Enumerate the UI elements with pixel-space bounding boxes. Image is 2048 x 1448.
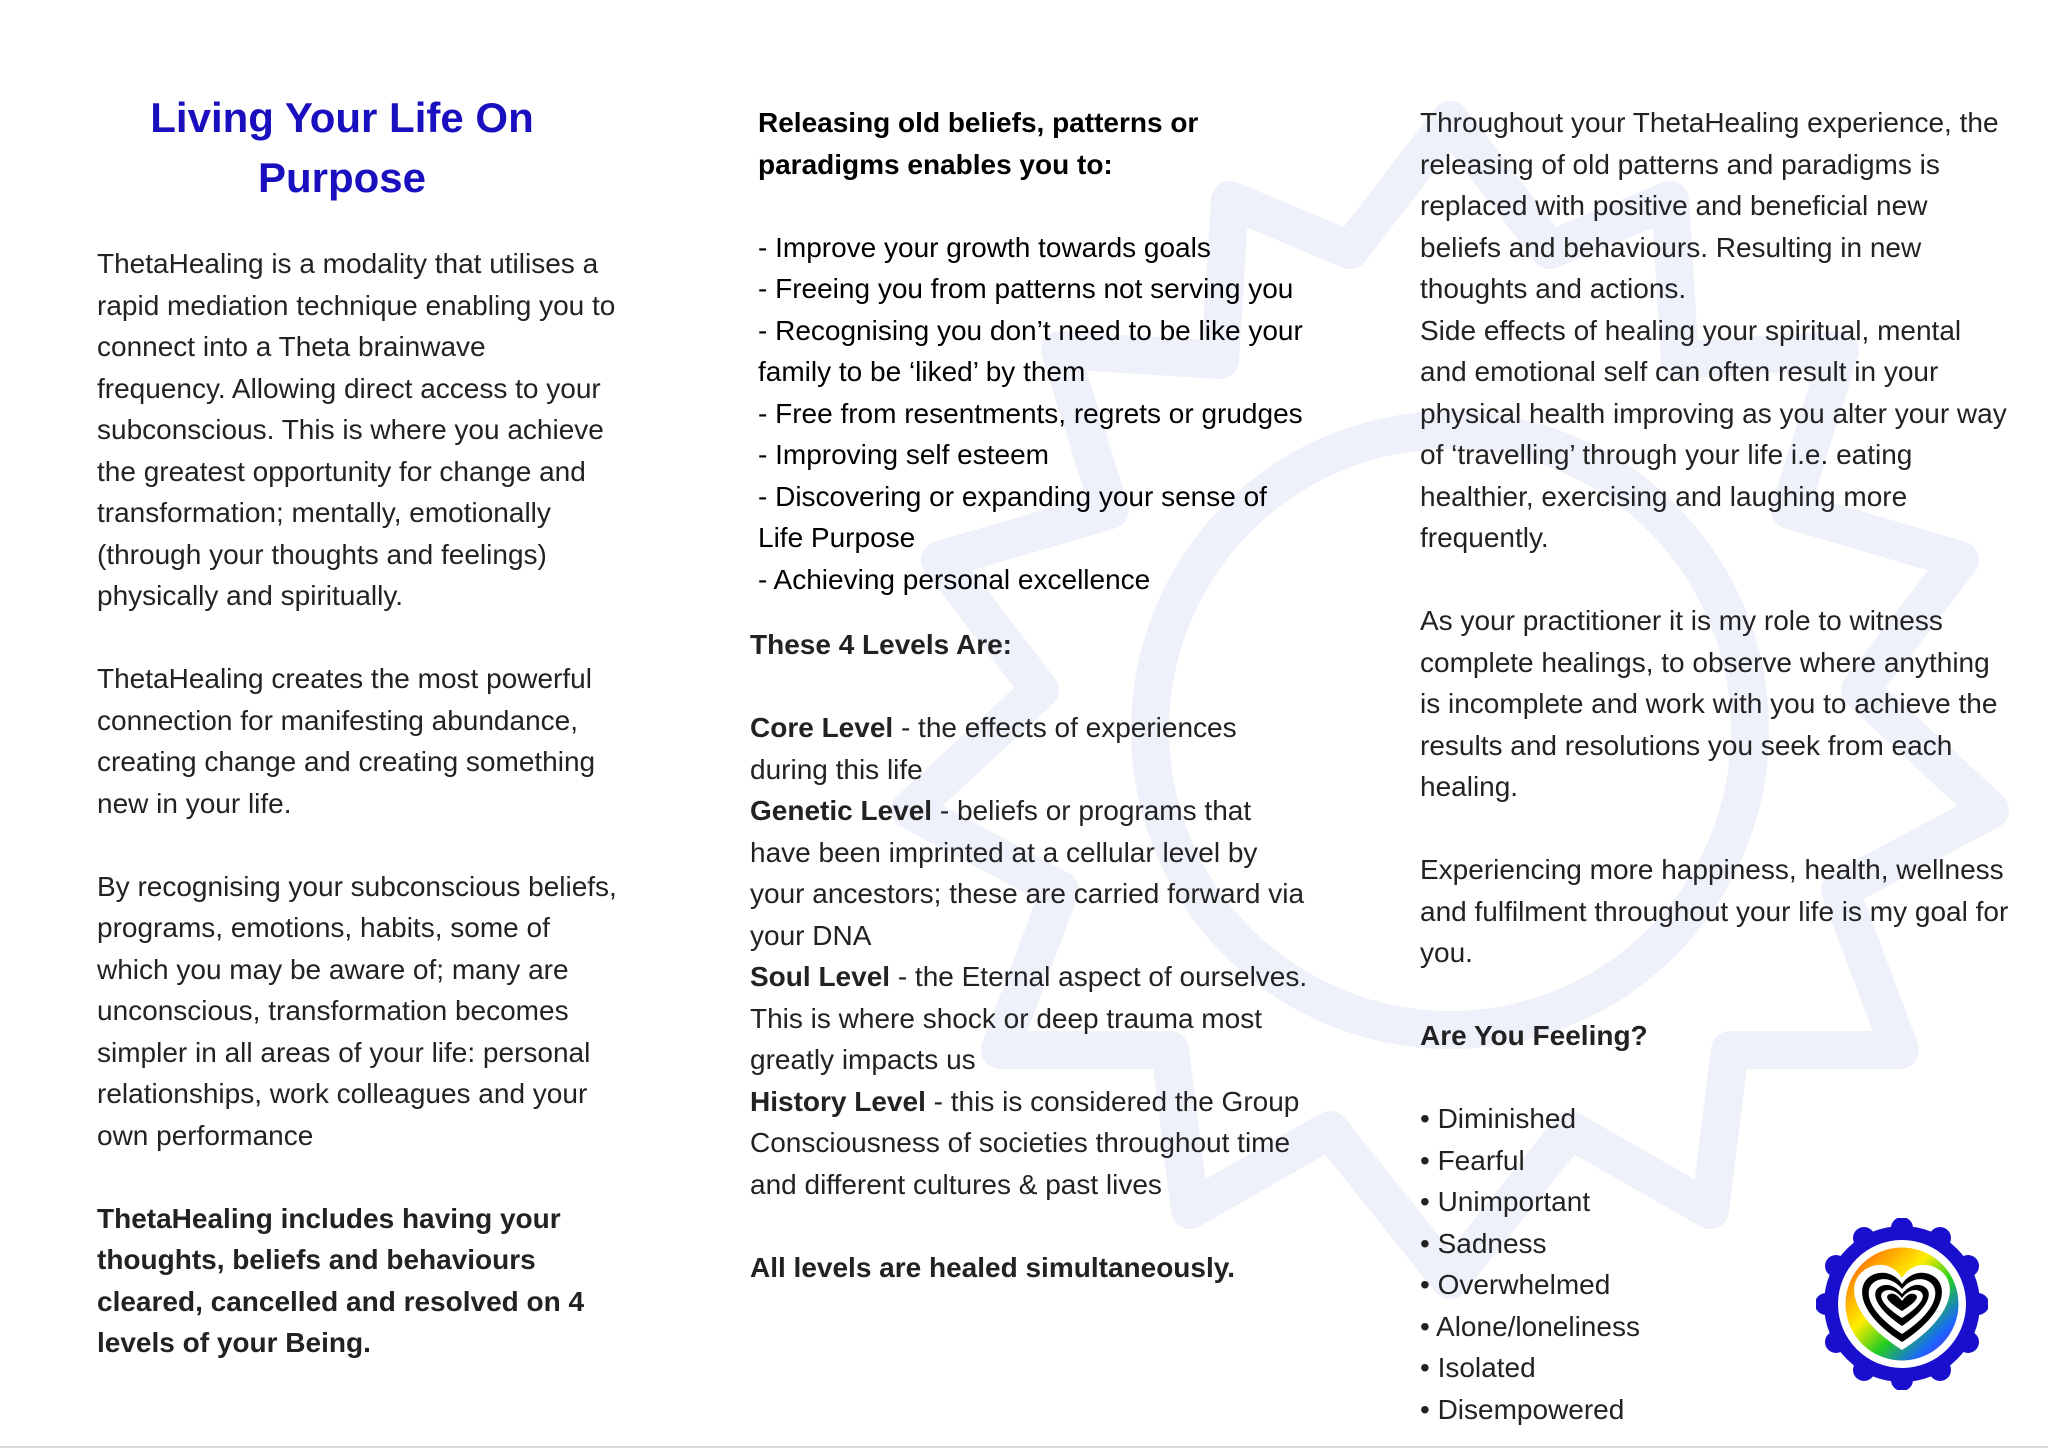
list-item: • Overwhelmed	[1420, 1269, 1611, 1300]
list-item: • Unimportant	[1420, 1186, 1591, 1217]
list-item: - Improving self esteem	[758, 439, 1049, 470]
intro-paragraph: ThetaHealing is a modality that utilises a rapid mediation technique enabling you to connect into a Theta brainwave frequency. Allowing direct access to your subconscious. This is where you achieve the greatest opportunity for change and transformation; mentally, emotionally (through your thoughts and feelings) physically and spiritually.	[97, 248, 616, 611]
level-description: - the effects of experiences during this life	[750, 712, 1237, 785]
four-levels-statement: ThetaHealing includes having your thoughts, beliefs and behaviours cleared, cancelled and resolved on 4 levels of your Being.	[97, 1202, 585, 1358]
level-name: Core Level	[750, 712, 894, 743]
goal-paragraph: Experiencing more happiness, health, wellness and fulfilment throughout your life is my goal for you.	[1420, 854, 2009, 968]
level-description: - beliefs or programs that have been imprinted at a cellular level by your ancestors; these are carried forward via your DNA	[750, 795, 1305, 951]
benefits-column	[750, 102, 1316, 1288]
list-item: - Recognising you don’t need to be like your family to be ‘liked’ by them	[758, 314, 1303, 387]
list-item: - Freeing you from patterns not serving you	[758, 273, 1294, 304]
list-item: • Fearful	[1420, 1144, 1525, 1176]
list-item: - Free from resentments, regrets or grudges	[758, 397, 1303, 429]
level-item-history	[750, 1081, 1316, 1206]
levels-closing: All levels are healed simultaneously.	[750, 1251, 1236, 1283]
level-item-core	[750, 707, 1316, 790]
level-name: Genetic Level	[750, 795, 933, 826]
experience-paragraph: Throughout your ThetaHealing experience, the releasing of old patterns and paradigms is replaced with positive and beneficial new beliefs and behaviours. Resulting in new thoughts and actions.	[1420, 107, 1999, 304]
list-item: • Sadness	[1420, 1227, 1547, 1259]
level-description: - the Eternal aspect of ourselves. This is where shock or deep trauma most greatly impacts us	[750, 961, 1308, 1075]
list-item: • Alone/loneliness	[1420, 1310, 1640, 1342]
manifesting-paragraph: ThetaHealing creates the most powerful connection for manifesting abundance, creating change and creating something new in your life.	[97, 663, 596, 819]
level-item-genetic	[750, 790, 1316, 956]
level-name: Soul Level	[750, 961, 891, 992]
list-item: - Achieving personal excellence	[758, 563, 1151, 595]
list-item: • Disempowered	[1420, 1393, 1625, 1425]
rainbow-heart-badge-icon	[1816, 1218, 1988, 1390]
levels-list	[750, 707, 1316, 1205]
level-name: History Level	[750, 1085, 926, 1117]
benefits-heading: Releasing old beliefs, patterns or paradigms enables you to:	[758, 107, 1199, 180]
list-item: • Diminished	[1420, 1103, 1577, 1134]
level-description: - this is considered the Group Consciousness of societies throughout time and different cultures & past lives	[750, 1085, 1300, 1200]
benefits-list	[758, 227, 1316, 601]
practitioner-role-paragraph: As your practitioner it is my role to witness complete healings, to observe where anything is incomplete and work with you to achieve the results and resolutions you seek from each healing.	[1420, 605, 1998, 802]
list-item: - Discovering or expanding your sense of Life Purpose	[758, 480, 1267, 553]
list-item: - Improve your growth towards goals	[758, 231, 1211, 263]
side-effects-paragraph: Side effects of healing your spiritual, mental and emotional self can often result in your physical health improving as you alter your way of ‘travelling’ through your life i.e. eating healthier, exercising and laughing more frequently.	[1420, 314, 2007, 553]
subconscious-paragraph: By recognising your subconscious beliefs, programs, emotions, habits, some of which you may be aware of; many are unconscious, transformation becomes simpler in all areas of your life: personal relationships, work colleagues and your own performance	[97, 870, 617, 1151]
list-item: • Isolated	[1420, 1352, 1536, 1383]
intro-column	[97, 243, 617, 1364]
feelings-heading: Are You Feeling?	[1420, 1020, 1648, 1051]
levels-heading: These 4 Levels Are:	[750, 629, 1012, 660]
level-item-soul	[750, 956, 1316, 1081]
page-title: Living Your Life On Purpose	[150, 94, 534, 201]
